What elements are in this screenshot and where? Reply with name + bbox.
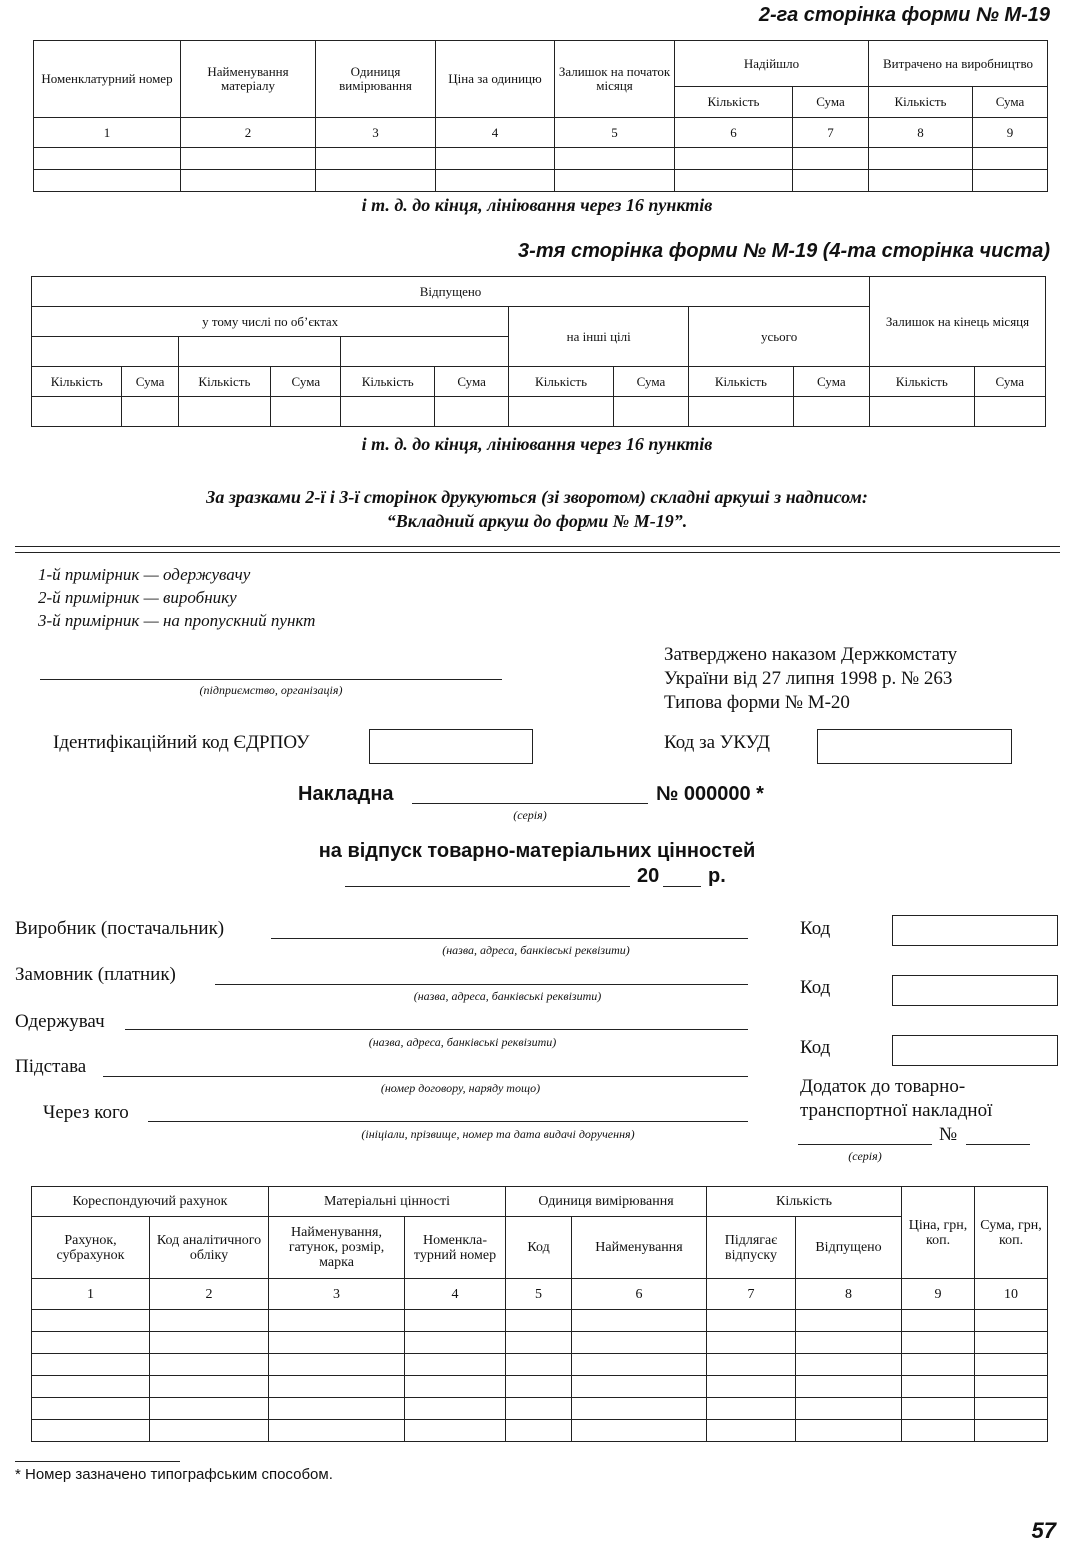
producer-label: Виробник (постачальник): [15, 918, 225, 939]
table-row: [34, 170, 1048, 192]
table-row: [32, 1310, 1048, 1332]
header-qty: Кількість: [689, 367, 794, 397]
separator: [15, 546, 1060, 547]
col-number: 1: [34, 118, 181, 148]
col-number: 10: [975, 1279, 1048, 1310]
table-row: [32, 1376, 1048, 1398]
col-number: 7: [707, 1279, 796, 1310]
through-label: Через кого: [43, 1102, 129, 1123]
header-price: Ціна, грн, коп.: [902, 1187, 975, 1279]
header-account: Рахунок, субрахунок: [32, 1217, 150, 1279]
header-released: Відпущено: [32, 277, 870, 307]
basis-field[interactable]: [103, 1076, 748, 1077]
code-label: Код: [800, 918, 831, 939]
customer-code-field[interactable]: [892, 975, 1058, 1006]
col-number: 2: [181, 118, 316, 148]
col-number: 6: [675, 118, 793, 148]
appendix-block: [800, 1075, 992, 1123]
header-analytic-code: Код аналітичного обліку: [150, 1217, 269, 1279]
header-sum: Сума: [973, 87, 1048, 118]
col-number: 3: [269, 1279, 405, 1310]
invoice-title: Накладна: [298, 783, 394, 805]
header-valuables: Матеріальні цінності: [269, 1187, 506, 1217]
insert-note-line1: За зразками 2-ї і 3-ї сторінок друкуються (зі зворотом) складні аркуші з надписом:: [206, 487, 868, 507]
recipient-label: Одержувач: [15, 1011, 105, 1032]
table-row: [32, 1420, 1048, 1442]
footnote: * Номер зазначено типографським способом.: [15, 1466, 333, 1483]
recipient-field[interactable]: [125, 1029, 748, 1030]
recipient-code-field[interactable]: [892, 1035, 1058, 1066]
insert-note-line2: “Вкладний аркуш до форми № М-19”.: [386, 511, 688, 531]
header-sum: Сума: [122, 367, 178, 397]
copies-list: [38, 563, 315, 632]
header-sum: Сума, грн, коп.: [975, 1187, 1048, 1279]
header-corr-account: Кореспондуючий рахунок: [32, 1187, 269, 1217]
separator: [15, 552, 1060, 553]
header-received: Надійшло: [675, 41, 869, 87]
invoice-number: № 000000 *: [656, 783, 764, 805]
page2-heading: 2-га сторінка форми № М-19: [758, 4, 1050, 26]
table-row: [32, 397, 1046, 427]
header-sum: Сума: [793, 87, 869, 118]
col-number: 5: [555, 118, 675, 148]
through-hint: (ініціали, прізвище, номер та дата видачі доручення): [361, 1127, 635, 1141]
header-sum: Сума: [793, 367, 869, 397]
col-number: 3: [316, 118, 436, 148]
header-balance-start: Залишок на початок місяця: [555, 41, 675, 118]
year-line[interactable]: [663, 886, 701, 887]
customer-label: Замовник (платник): [15, 964, 176, 985]
enterprise-line[interactable]: [40, 679, 502, 680]
header-released: Відпущено: [796, 1217, 902, 1279]
approval-line: Типова форми № М-20: [664, 692, 850, 713]
items-table: [31, 1186, 1048, 1442]
col-number: 6: [572, 1279, 707, 1310]
copy-line: 2-й примірник — виробнику: [38, 588, 237, 607]
footnote-rule: [15, 1461, 180, 1462]
producer-field[interactable]: [271, 938, 748, 939]
approval-line: Затверджено наказом Держкомстату: [664, 644, 958, 665]
basis-hint: (номер договору, наряду тощо): [380, 1081, 541, 1095]
header-price: Ціна за одиницю: [436, 41, 555, 118]
table-row: [32, 1398, 1048, 1420]
header-sum: Сума: [974, 367, 1045, 397]
header-qty: Кількість: [869, 87, 973, 118]
code-label: Код: [800, 977, 831, 998]
header-material-name: Найменування матеріалу: [181, 41, 316, 118]
appendix-no-label: №: [939, 1124, 958, 1145]
header-quantity: Кількість: [707, 1187, 902, 1217]
header-balance-end: Залишок на кінець місяця: [870, 277, 1046, 367]
copy-line: 1-й примірник — одержувачу: [38, 565, 251, 584]
edrpou-label: Ідентифікаційний код ЄДРПОУ: [53, 732, 310, 753]
col-number: 8: [796, 1279, 902, 1310]
header-nomenclature: Номенкла-турний номер: [405, 1217, 506, 1279]
header-other-purposes: на інші цілі: [509, 307, 689, 367]
through-field[interactable]: [148, 1121, 748, 1122]
edrpou-field[interactable]: [369, 729, 533, 764]
producer-code-field[interactable]: [892, 915, 1058, 946]
appendix-number-field[interactable]: [966, 1144, 1030, 1145]
header-by-objects: у тому числі по об’єктах: [32, 307, 509, 337]
enterprise-hint: (підприємство, організація): [199, 683, 343, 697]
header-sum: Сума: [613, 367, 688, 397]
code-label: Код: [800, 1037, 831, 1058]
approval-block: [664, 643, 957, 715]
invoice-subtitle: на відпуск товарно-матеріальних цінностей: [318, 840, 756, 862]
series-line[interactable]: [412, 803, 648, 804]
year-prefix: 20: [637, 865, 660, 887]
header-code: Код: [506, 1217, 572, 1279]
header-qty: Кількість: [870, 367, 975, 397]
header-qty: Кількість: [178, 367, 270, 397]
header-to-release: Підлягає відпуску: [707, 1217, 796, 1279]
header-nomenclature: Номенклатурний номер: [34, 41, 181, 118]
recipient-hint: (назва, адреса, банківські реквізити): [368, 1035, 557, 1049]
year-suffix: р.: [708, 865, 726, 887]
header-sum: Сума: [434, 367, 508, 397]
page2-note: і т. д. до кінця, лініювання через 16 пунктів: [361, 195, 713, 215]
header-qty: Кількість: [675, 87, 793, 118]
appendix-series-hint: (серія): [848, 1149, 882, 1163]
header-qty: Кількість: [32, 367, 122, 397]
page3-heading: 3-тя сторінка форми № М-19 (4-та сторінка чиста): [518, 240, 1050, 262]
ukud-field[interactable]: [817, 729, 1012, 764]
header-sum: Сума: [271, 367, 341, 397]
customer-field[interactable]: [215, 984, 748, 985]
appendix-line: Додаток до товарно-: [800, 1076, 966, 1097]
appendix-line: транспортної накладної: [800, 1100, 993, 1121]
header-total: усього: [689, 307, 870, 367]
header-qty: Кількість: [509, 367, 614, 397]
col-number: 9: [902, 1279, 975, 1310]
header-name: Найменування: [572, 1217, 707, 1279]
ukud-label: Код за УКУД: [664, 732, 771, 753]
table-row: [32, 1332, 1048, 1354]
customer-hint: (назва, адреса, банківські реквізити): [413, 989, 602, 1003]
table-row: [34, 148, 1048, 170]
header-spent: Витрачено на виробництво: [869, 41, 1048, 87]
page2-table: [33, 40, 1048, 192]
approval-line: України від 27 липня 1998 р. № 263: [664, 668, 953, 689]
series-hint: (серія): [513, 808, 547, 822]
table-row: [32, 1354, 1048, 1376]
col-number: 4: [436, 118, 555, 148]
page-number: 57: [1031, 1518, 1056, 1543]
col-number: 2: [150, 1279, 269, 1310]
col-number: 1: [32, 1279, 150, 1310]
date-line[interactable]: [345, 886, 630, 887]
header-unit: Одиниця вимірювання: [506, 1187, 707, 1217]
copy-line: 3-й примірник — на пропускний пункт: [38, 611, 316, 630]
header-unit: Одиниця вимірювання: [316, 41, 436, 118]
appendix-series-field[interactable]: [798, 1144, 932, 1145]
col-number: 7: [793, 118, 869, 148]
header-qty: Кількість: [341, 367, 434, 397]
col-number: 5: [506, 1279, 572, 1310]
col-number: 4: [405, 1279, 506, 1310]
basis-label: Підстава: [15, 1056, 87, 1077]
producer-hint: (назва, адреса, банківські реквізити): [442, 943, 630, 957]
header-name-grade: Найменування, гатунок, розмір, марка: [269, 1217, 405, 1279]
col-number: 8: [869, 118, 973, 148]
col-number: 9: [973, 118, 1048, 148]
page3-table: [31, 276, 1046, 427]
page3-note: і т. д. до кінця, лініювання через 16 пунктів: [361, 434, 713, 454]
